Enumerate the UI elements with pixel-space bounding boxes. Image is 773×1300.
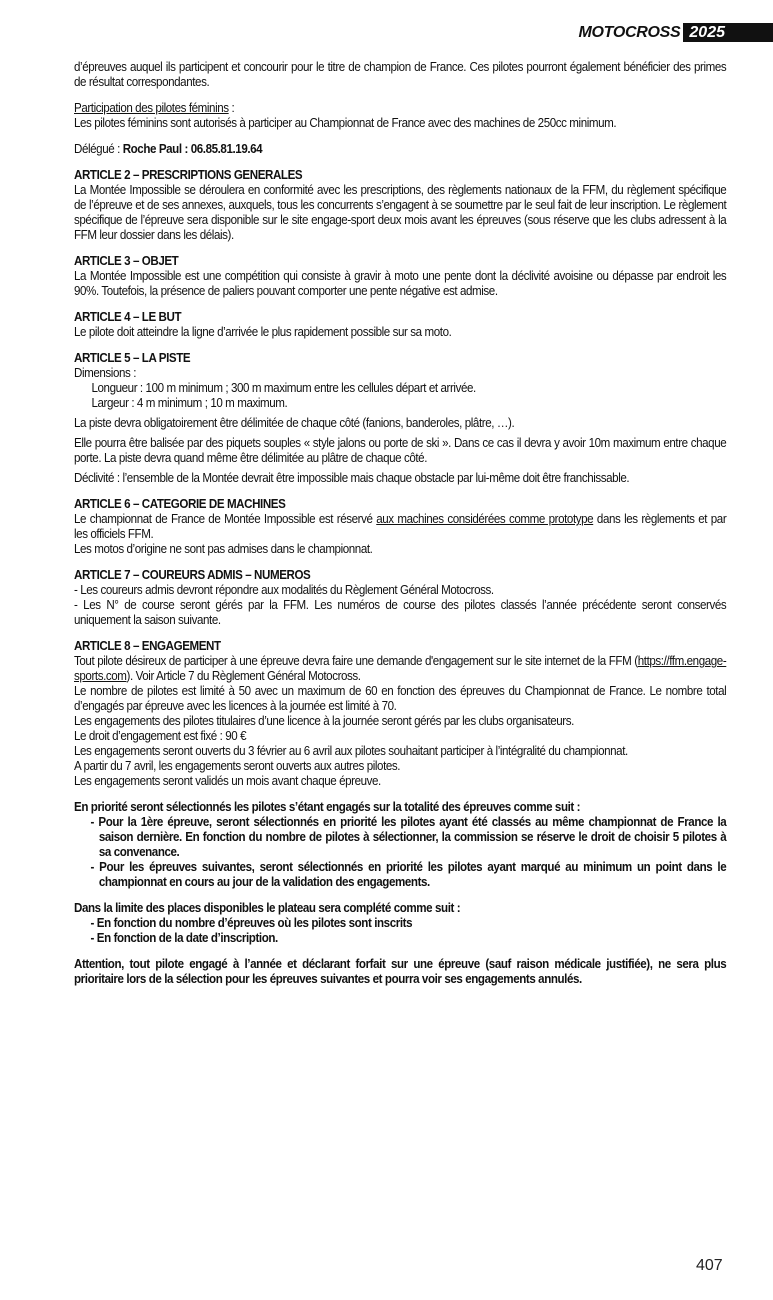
article-8-para-4: Le droit d’engagement est fixé : 90 €	[74, 729, 247, 743]
document-body	[74, 60, 726, 987]
article-5-title: ARTICLE 5 – LA PISTE	[74, 351, 191, 365]
article-3-title: ARTICLE 3 – OBJET	[74, 254, 179, 268]
page-number: 407	[696, 1257, 723, 1274]
article-6-title: ARTICLE 6 – CATEGORIE DE MACHINES	[74, 497, 286, 511]
article-4-title: ARTICLE 4 – LE BUT	[74, 310, 182, 324]
engage-sports-link[interactable]: https://ffm.engage-sports.com	[74, 654, 727, 683]
article-8-para-7: Les engagements seront validés un mois avant chaque épreuve.	[74, 774, 381, 788]
delegate-value: Roche Paul : 06.85.81.19.64	[122, 142, 263, 156]
page-header	[579, 23, 773, 42]
limit-title: Dans la limite des places disponibles le plateau sera complété comme suit :	[74, 901, 461, 915]
article-2-text: La Montée Impossible se déroulera en conformité avec les prescriptions, des règlements nationaux de la FFM, du règlement spécifique de l’épreuve et de ses annexes, auxquels, tous les concurrents s’engagent à se soumettre par le seul fait de leur inscription. Le règlement spécifique de l’épreuve sera disponible sur le site engage-sport deux mois avant les épreuves (sous réserve que les clubs adressent à la FFM leur dossier dans les délais).	[74, 183, 727, 242]
article-7-title: ARTICLE 7 – COUREURS ADMIS – NUMEROS	[74, 568, 311, 582]
article-8-para-1: Tout pilote désireux de participer à une épreuve devra faire une demande d'engagement sur le site internet de la FFM (https://ffm.engage-sports.com). Voir Article 7 du Règlement Général Motocross.	[74, 654, 727, 683]
article-8-para-6: A partir du 7 avril, les engagements seront ouverts aux autres pilotes.	[74, 759, 401, 773]
limit-bullet-1: - En fonction du nombre d’épreuves où les pilotes sont inscrits	[90, 916, 413, 930]
article-6-text-2: Les motos d’origine ne sont pas admises dans le championnat.	[74, 542, 373, 556]
article-2-title: ARTICLE 2 – PRESCRIPTIONS GENERALES	[74, 168, 303, 182]
header-year: 2025	[683, 23, 773, 42]
article-4-text: Le pilote doit atteindre la ligne d’arrivée le plus rapidement possible sur sa moto.	[74, 325, 452, 339]
feminine-text: Les pilotes féminins sont autorisés à participer au Championnat de France avec des machines de 250cc minimum.	[74, 116, 617, 130]
article-5-dimensions: Dimensions :	[74, 366, 136, 380]
article-8-title: ARTICLE 8 – ENGAGEMENT	[74, 639, 221, 653]
prototype-underline: aux machines considérées comme prototype	[376, 512, 594, 526]
article-7-line-2: - Les N° de course seront gérés par la FFM. Les numéros de course des pilotes classés l’année précédente seront conservés uniquement la saison suivante.	[74, 598, 727, 627]
article-8-para-5: Les engagements seront ouverts du 3 février au 6 avril aux pilotes souhaitant participer à l’intégralité du championnat.	[74, 744, 628, 758]
article-5-width: Largeur : 4 m minimum ; 10 m maximum.	[91, 396, 288, 410]
article-5-para-2: Elle pourra être balisée par des piquets souples « style jalons ou porte de ski ». Dans ce cas il devra y avoir 10m maximum entre chaque porte. La piste devra quand même être délimitée au plâtre de chaque côté.	[74, 436, 727, 465]
attention-paragraph: Attention, tout pilote engagé à l’année et déclarant forfait sur une épreuve (sauf raison médicale justifiée), ne sera plus prioritaire lors de la sélection pour les épreuves suivantes et pourra voir ses engagements annulés.	[74, 957, 727, 986]
priority-bullet-1: - Pour la 1ère épreuve, seront sélectionnés en priorité les pilotes ayant été classés au même championnat de France la saison dernière. En fonction du nombre de pilotes à sélectionner, la commission se réserve le droit de choisir 5 pilotes à sa convenance.	[90, 815, 727, 859]
article-5-length: Longueur : 100 m minimum ; 300 m maximum entre les cellules départ et arrivée.	[91, 381, 476, 395]
article-3-text: La Montée Impossible est une compétition qui consiste à gravir à moto une pente dont la déclivité avoisine ou dépasse par endroit les 90%. Toutefois, la présence de paliers pouvant comporter une pente négative est admise.	[74, 269, 727, 298]
article-8-para-2: Le nombre de pilotes est limité à 50 avec un maximum de 60 en fonction des épreuves du Championnat de France. Le nombre total d’engagés par épreuve avec les licences à la journée est limité à 70.	[74, 684, 727, 713]
article-5-para-1: La piste devra obligatoirement être délimitée de chaque côté (fanions, banderoles, plâtre, …).	[74, 416, 515, 430]
priority-bullet-2: - Pour les épreuves suivantes, seront sélectionnés en priorité les pilotes ayant marqué au minimum un point dans le championnat en cours au jour de la validation des engagements.	[90, 860, 727, 889]
priority-title: En priorité seront sélectionnés les pilotes s’étant engagés sur la totalité des épreuves comme suit :	[74, 800, 581, 814]
header-brand: MOTOCROSS	[578, 23, 681, 41]
article-8-para-3: Les engagements des pilotes titulaires d’une licence à la journée seront gérés par les clubs organisateurs.	[74, 714, 574, 728]
limit-bullet-2: - En fonction de la date d’inscription.	[90, 931, 278, 945]
article-5-para-3: Déclivité : l’ensemble de la Montée devrait être impossible mais chaque obstacle par lui-même doit être franchissable.	[74, 471, 630, 485]
delegate-line: Délégué : Roche Paul : 06.85.81.19.64	[74, 142, 263, 156]
feminine-section: Participation des pilotes féminins :	[74, 101, 235, 115]
feminine-title: Participation des pilotes féminins	[74, 101, 229, 115]
intro-paragraph: d’épreuves auquel ils participent et concourir pour le titre de champion de France. Ces pilotes pourront également bénéficier des primes de résultat correspondantes.	[74, 60, 727, 89]
article-6-text: Le championnat de France de Montée Impossible est réservé aux machines considérées comme prototype dans les règlements et par les officiels FFM.	[74, 512, 727, 541]
article-7-line-1: - Les coureurs admis devront répondre aux modalités du Règlement Général Motocross.	[74, 583, 494, 597]
